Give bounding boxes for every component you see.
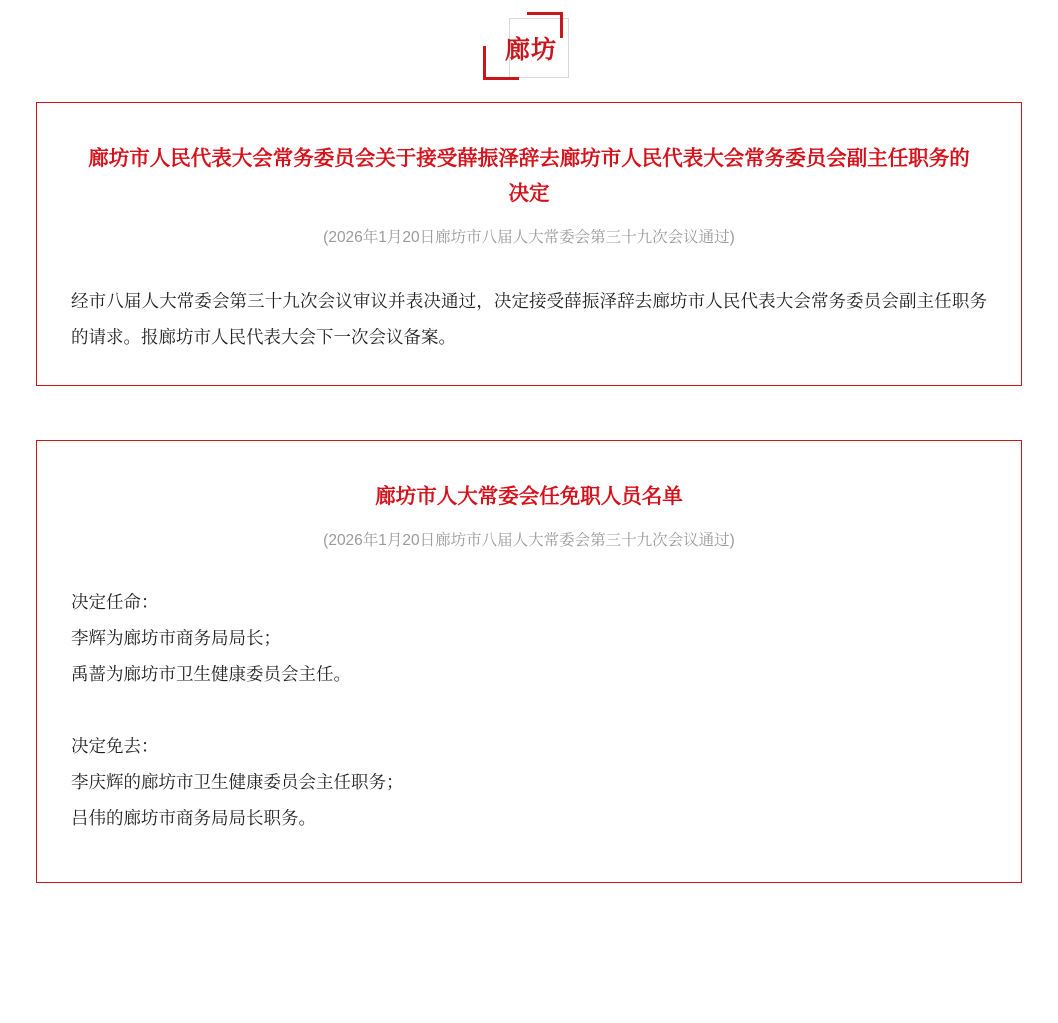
site-logo-container [0,0,1058,102]
appointment-list [71,584,987,692]
langfang-logo[interactable] [483,12,575,84]
document-card-appointments [36,440,1022,883]
document-paragraph: 经市八届人大常委会第三十九次会议审议并表决通过，决定接受薛振泽辞去廊坊市人民代表大会常务委员会副主任职务的请求。报廊坊市人民代表大会下一次会议备案。 [71,291,987,347]
list-item: 吕伟的廊坊市商务局局长职务。 [71,808,316,828]
document-subtitle: (2026年1月20日廊坊市八届人大常委会第三十九次会议通过) [323,229,735,246]
list-item: 李辉为廊坊市商务局局长； [71,628,281,648]
document-title: 廊坊市人大常委会任免职人员名单 [375,485,683,508]
dismissal-heading: 决定免去： [71,736,159,756]
dismissal-list [71,728,987,836]
document-title: 廊坊市人民代表大会常务委员会关于接受薛振泽辞去廊坊市人民代表大会常务委员会副主任职务的决定 [88,147,970,205]
document-card-decision [36,102,1022,386]
logo-text: 廊坊 [504,36,557,64]
list-item: 李庆辉的廊坊市卫生健康委员会主任职务； [71,772,404,792]
list-item: 禹蔷为廊坊市卫生健康委员会主任。 [71,664,351,684]
document-subtitle: (2026年1月20日廊坊市八届人大常委会第三十九次会议通过) [323,532,735,549]
appointment-heading: 决定任命： [71,592,159,612]
list-separator [71,692,987,728]
document-body [71,283,987,355]
